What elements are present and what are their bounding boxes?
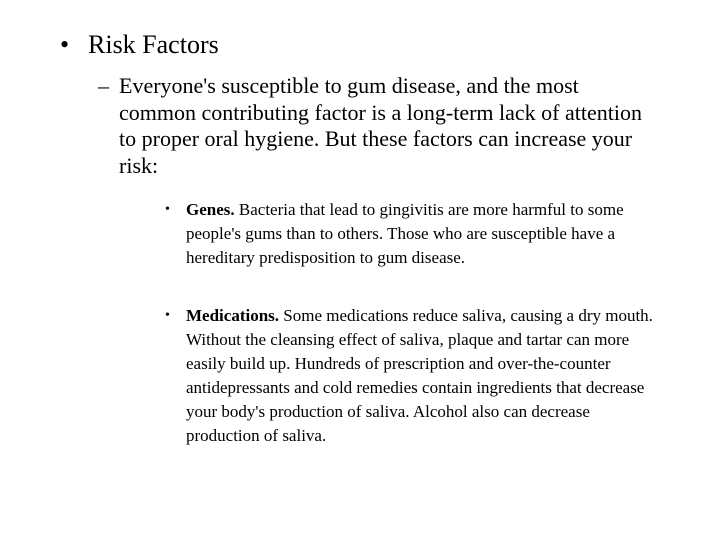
bullet-dot-icon: • [60, 30, 70, 59]
item-text-medications [186, 304, 665, 448]
dash-bullet-icon: – [98, 73, 109, 98]
bullet-dot-icon: • [165, 202, 170, 217]
bullet-dot-icon: • [165, 308, 170, 323]
sub-bullet-intro [98, 73, 658, 179]
intro-text: Everyone's susceptible to gum disease, and the most common contributing factor is a long-term lack of attention to proper oral hygiene. But these factors can increase your risk: [119, 73, 642, 178]
item-body-genes: Bacteria that lead to gingivitis are more harmful to some people's gums than to others. Those who are susceptible have a hereditary predisposition to gum disease. [186, 200, 624, 267]
bullet-risk-factors [60, 28, 219, 62]
item-body-medications: Some medications reduce saliva, causing a dry mouth. Without the cleansing effect of saliva, plaque and tartar can more easily build up. Hundreds of prescription and over-the-counter antidepressants and cold remedies contain ingredients that decrease your body's production of saliva. Alcohol also can decrease production of saliva. [186, 306, 653, 445]
item-title-genes: Genes. [186, 200, 235, 219]
heading-risk-factors: Risk Factors [88, 30, 219, 59]
item-text-genes [186, 198, 665, 270]
list-item-genes [165, 198, 665, 270]
item-title-medications: Medications. [186, 306, 280, 325]
list-item-medications [165, 304, 665, 448]
